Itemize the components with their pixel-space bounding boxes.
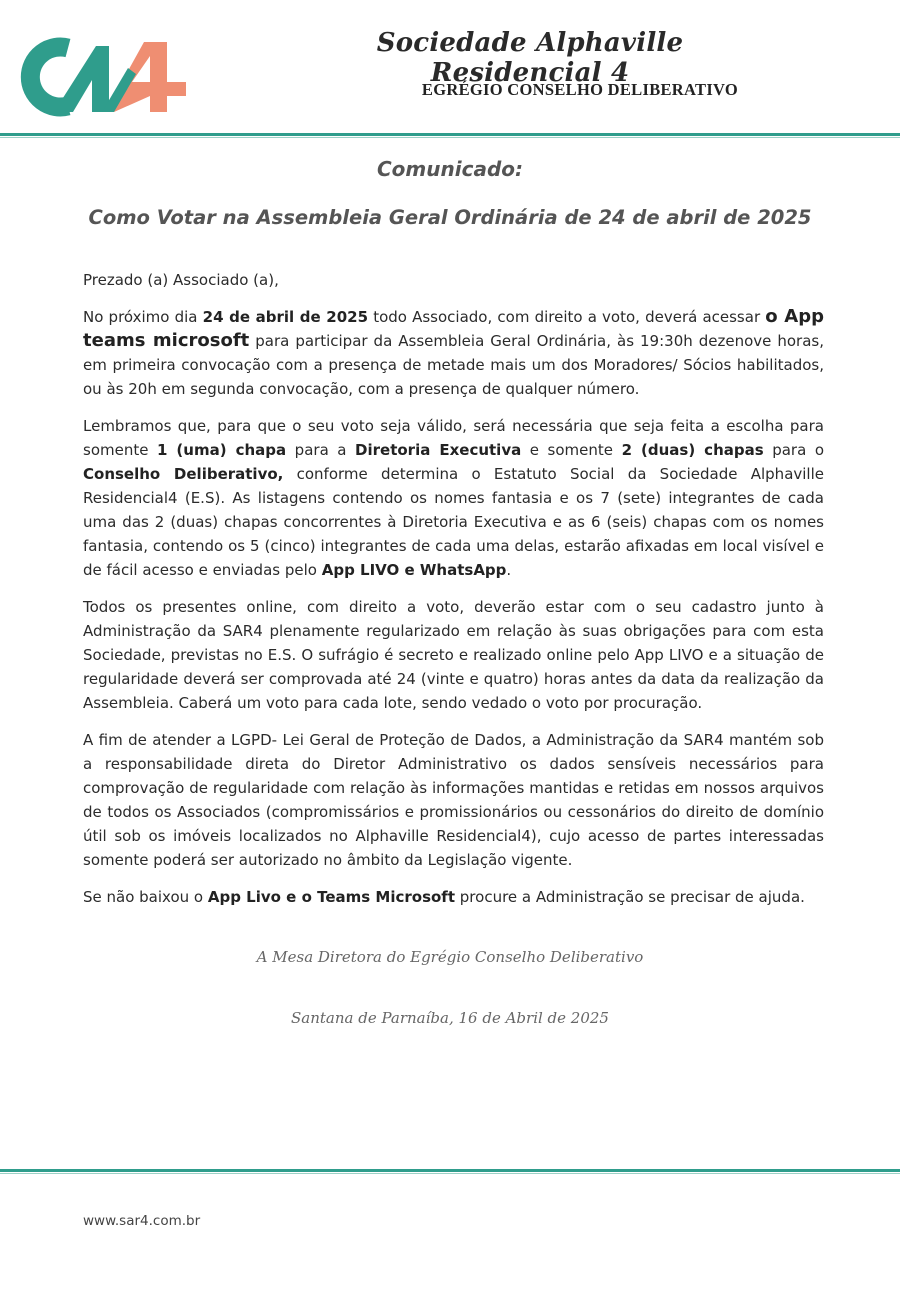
document-title: Comunicado: bbox=[377, 157, 523, 181]
place-date: Santana de Parnaíba, 16 de Abril de 2025 bbox=[291, 1009, 609, 1027]
organization-name: Sociedade Alphaville Residencial 4 bbox=[376, 28, 684, 88]
header-divider-thin bbox=[0, 137, 900, 138]
paragraph-4: A fim de atender a LGPD- Lei Geral de Proteção de Dados, a Administração da SAR4 mantém sob a responsabilidade direta do Diretor Administrativo os dados sensíveis necessários para comprovação de regularidade com relação às informações mantidas e retidas em nossos arquivos de todos os Associados (compromissários e promissionários ou cessonários do direito de domínio útil sob os imóveis localizados no Alphaville Residencial4), cujo acesso de partes interessadas somente poderá ser autorizado no âmbito da Legislação vigente. bbox=[83, 731, 824, 869]
p2-text-3: e somente bbox=[521, 441, 622, 459]
p1-text-3: para participar da Assembleia Geral Ordinária, às 19:30h dezenove horas, em primeira convocação com a presença de metade mais um dos Moradores/ Sócios habilitados, ou às 20h em segunda convocação, com a presença de qualquer número. bbox=[83, 332, 824, 398]
p2-bold-3: 2 (duas) chapas bbox=[621, 441, 764, 459]
signature: A Mesa Diretora do Egrégio Conselho Deliberativo bbox=[256, 948, 644, 966]
council-name: EGRÉGIO CONSELHO DELIBERATIVO bbox=[421, 80, 739, 99]
document-body bbox=[83, 268, 824, 922]
p2-bold-5: App LIVO e WhatsApp bbox=[321, 561, 507, 579]
p5-bold-1: App Livo e o Teams Microsoft bbox=[207, 888, 456, 906]
p2-bold-2: Diretoria Executiva bbox=[355, 441, 522, 459]
paragraph-5 bbox=[83, 885, 824, 909]
p2-bold-4: Conselho Deliberativo, bbox=[83, 465, 284, 483]
greeting: Prezado (a) Associado (a), bbox=[83, 271, 279, 289]
header-divider bbox=[0, 133, 900, 136]
p5-text-1: Se não baixou o bbox=[83, 888, 208, 906]
p2-text-2: para a bbox=[286, 441, 356, 459]
document-subtitle: Como Votar na Assembleia Geral Ordinária de 24 de abril de 2025 bbox=[88, 206, 812, 229]
sar4-logo-icon bbox=[10, 34, 195, 118]
p2-text-6: . bbox=[506, 561, 512, 579]
footer-url: www.sar4.com.br bbox=[83, 1213, 201, 1229]
p2-text-4: para o bbox=[763, 441, 825, 459]
p2-text-5: conforme determina o Estatuto Social da Sociedade Alphaville Residencial4 (E.S). As listagens contendo os nomes fantasia e os 7 (sete) integrantes de cada uma das 2 (duas) chapas concorrentes à Diretoria Executiva e as 6 (seis) chapas com os nomes fantasia, contendo os 5 (cinco) integrantes de cada uma delas, estarão afixadas em local visível e de fácil acesso e enviadas pelo bbox=[83, 465, 824, 579]
p1-text-1: No próximo dia bbox=[83, 308, 203, 326]
p1-date: 24 de abril de 2025 bbox=[202, 308, 369, 326]
footer-divider-thin bbox=[0, 1173, 900, 1174]
p2-bold-1: 1 (uma) chapa bbox=[157, 441, 287, 459]
p5-text-2: procure a Administração se precisar de ajuda. bbox=[455, 888, 805, 906]
p1-app-name: o App teams microsoft bbox=[83, 306, 824, 351]
p1-text-2: todo Associado, com direito a voto, deverá acessar bbox=[368, 308, 766, 326]
footer-divider bbox=[0, 1169, 900, 1172]
paragraph-3: Todos os presentes online, com direito a voto, deverão estar com o seu cadastro junto à Administração da SAR4 plenamente regularizado em relação às suas obrigações para com esta Sociedade, previstas no E.S. O sufrágio é secreto e realizado online pelo App LIVO e a situação de regularidade deverá ser comprovada até 24 (vinte e quatro) horas antes da data da realização da Assembleia. Caberá um voto para cada lote, sendo vedado o voto por procuração. bbox=[83, 598, 824, 712]
paragraph-2 bbox=[83, 414, 824, 582]
paragraph-1 bbox=[83, 305, 824, 401]
p2-text-1: Lembramos que, para que o seu voto seja válido, será necessária que seja feita a escolha para somente bbox=[83, 417, 824, 459]
